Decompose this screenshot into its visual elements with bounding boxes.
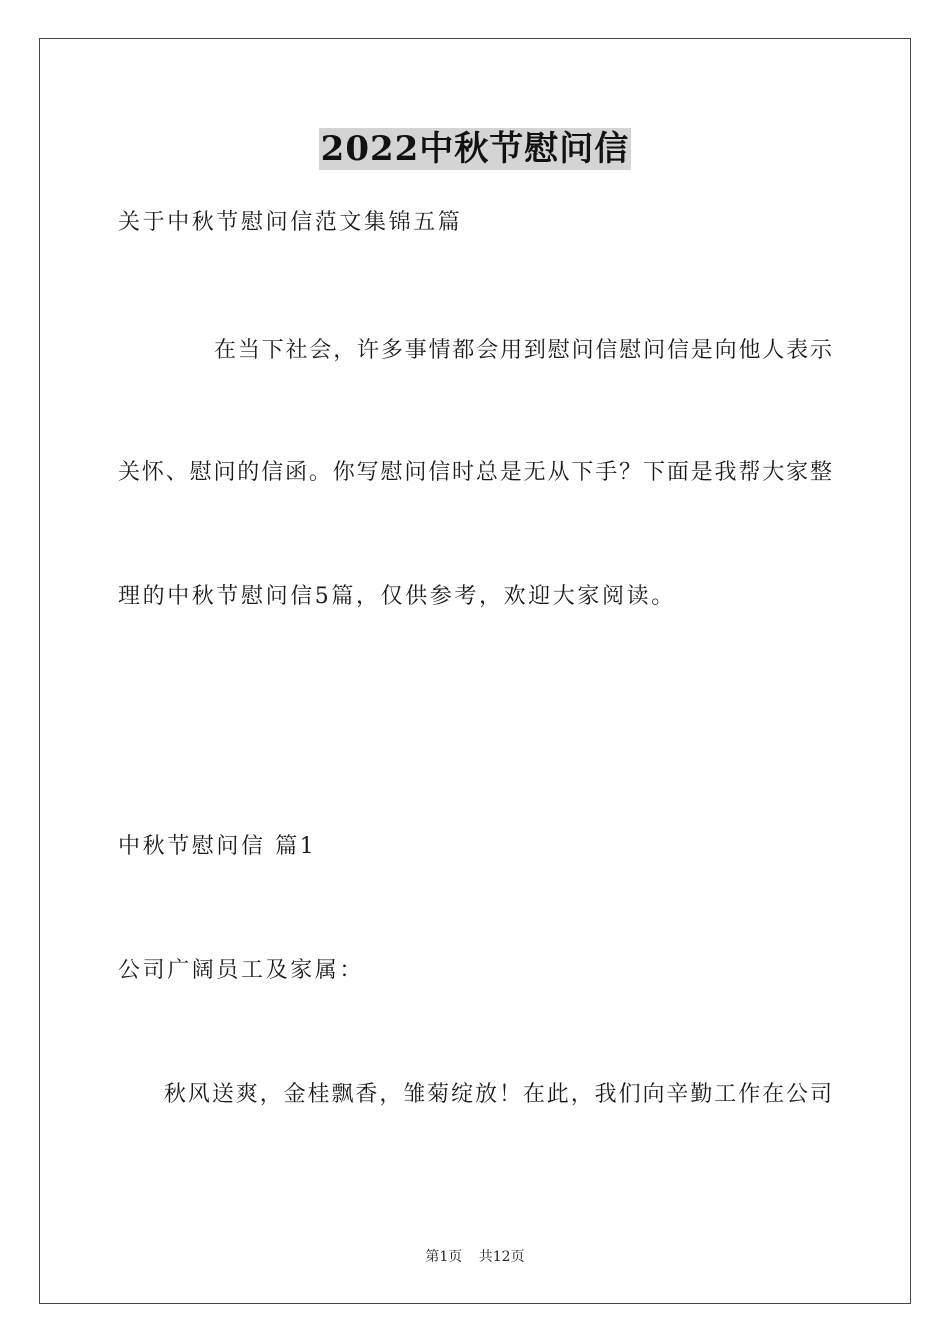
- document-subtitle: 关于中秋节慰问信范文集锦五篇: [118, 210, 463, 235]
- title-wrap: [0, 128, 950, 170]
- section-heading: 中秋节慰问信 篇1: [118, 834, 317, 859]
- document-title: 2022中秋节慰问信: [320, 129, 630, 169]
- page-total: 共12页: [478, 1249, 525, 1265]
- body-paragraph-line: 秋风送爽，金桂飘香，雏菊绽放！在此，我们向辛勤工作在公司: [164, 1082, 832, 1107]
- intro-line-2: 关怀、慰问的信函。你写慰问信时总是无从下手？下面是我帮大家整: [118, 460, 832, 485]
- intro-line-3: 理的中秋节慰问信5篇，仅供参考，欢迎大家阅读。: [118, 584, 676, 609]
- page-footer: [0, 1248, 950, 1266]
- salutation: 公司广阔员工及家属：: [118, 958, 365, 983]
- page-number: 第1页: [425, 1249, 463, 1265]
- intro-line-1: 在当下社会，许多事情都会用到慰问信慰问信是向他人表示: [214, 338, 832, 363]
